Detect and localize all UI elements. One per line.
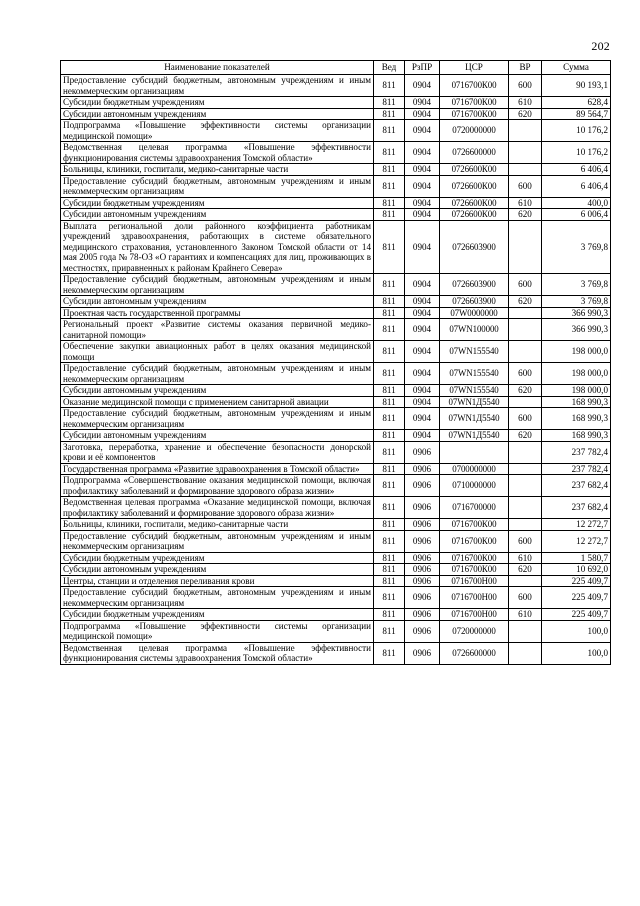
- cell-csr: 0716700К00: [440, 552, 509, 564]
- cell-rzpr: 0906: [405, 564, 440, 576]
- cell-ved: 811: [374, 363, 405, 385]
- cell-ved: 811: [374, 97, 405, 109]
- table-row: [61, 475, 611, 497]
- cell-ved: 811: [374, 120, 405, 142]
- table-body: [61, 75, 611, 665]
- cell-vr: [509, 575, 542, 587]
- cell-name: Проектная часть государственной программы: [61, 307, 374, 319]
- cell-name: Субсидии автономным учреждениям: [61, 296, 374, 308]
- cell-vr: [509, 463, 542, 475]
- table-row: [61, 296, 611, 308]
- cell-sum: 366 990,3: [542, 307, 611, 319]
- cell-name: Субсидии автономным учреждениям: [61, 430, 374, 442]
- cell-rzpr: 0906: [405, 497, 440, 519]
- cell-csr: 07WN100000: [440, 319, 509, 341]
- header-name: Наименование показателей: [61, 61, 374, 75]
- cell-sum: 198 000,0: [542, 341, 611, 363]
- cell-vr: 620: [509, 209, 542, 221]
- table-row: [61, 519, 611, 531]
- cell-rzpr: 0906: [405, 587, 440, 609]
- cell-csr: 0720000000: [440, 120, 509, 142]
- table-row: [61, 620, 611, 642]
- cell-name: Больницы, клиники, госпитали, медико-санитарные части: [61, 164, 374, 176]
- cell-ved: 811: [374, 441, 405, 463]
- cell-sum: 3 769,8: [542, 220, 611, 274]
- cell-vr: [509, 475, 542, 497]
- cell-ved: 811: [374, 341, 405, 363]
- cell-rzpr: 0904: [405, 75, 440, 97]
- cell-rzpr: 0906: [405, 530, 440, 552]
- cell-vr: [509, 307, 542, 319]
- cell-csr: 0716700К00: [440, 108, 509, 120]
- cell-vr: [509, 497, 542, 519]
- cell-rzpr: 0904: [405, 430, 440, 442]
- table-row: [61, 307, 611, 319]
- cell-csr: [440, 441, 509, 463]
- cell-vr: [509, 220, 542, 274]
- cell-ved: 811: [374, 530, 405, 552]
- cell-csr: 0716700Н00: [440, 587, 509, 609]
- cell-ved: 811: [374, 175, 405, 197]
- table-row: [61, 175, 611, 197]
- cell-ved: 811: [374, 75, 405, 97]
- cell-name: Государственная программа «Развитие здравоохранения в Томской области»: [61, 463, 374, 475]
- cell-ved: 811: [374, 197, 405, 209]
- table-row: [61, 396, 611, 408]
- table-row: [61, 587, 611, 609]
- cell-rzpr: 0906: [405, 463, 440, 475]
- table-row: [61, 97, 611, 109]
- cell-vr: 610: [509, 609, 542, 621]
- cell-sum: 168 990,3: [542, 408, 611, 430]
- cell-vr: [509, 142, 542, 164]
- cell-name: Выплата региональной доли районного коэффициента работникам учреждений здравоохранения, работающих в системе обязательного медицинского страхования, установленного Законом Томской области от 14 мая 2005 года № 78-ОЗ «О гарантиях и компенсациях для лиц, проживающих в местностях, приравненных к районам Крайнего Севера»: [61, 220, 374, 274]
- cell-rzpr: 0904: [405, 108, 440, 120]
- cell-sum: 100,0: [542, 642, 611, 664]
- cell-csr: 0700000000: [440, 463, 509, 475]
- cell-sum: 168 990,3: [542, 396, 611, 408]
- cell-name: Ведомственная целевая программа «Повышение эффективности функционирования системы здравоохранения Томской области»: [61, 642, 374, 664]
- cell-vr: [509, 341, 542, 363]
- cell-name: Обеспечение закупки авиационных работ в целях оказания медицинской помощи: [61, 341, 374, 363]
- cell-name: Предоставление субсидий бюджетным, автономным учреждениям и иным некоммерческим организациям: [61, 530, 374, 552]
- cell-vr: 620: [509, 564, 542, 576]
- cell-name: Ведомственная целевая программа «Оказание медицинской помощи, включая профилактику заболеваний и формирование здорового образа жизни»: [61, 497, 374, 519]
- cell-ved: 811: [374, 307, 405, 319]
- cell-rzpr: 0904: [405, 396, 440, 408]
- cell-sum: 12 272,7: [542, 530, 611, 552]
- table-row: [61, 75, 611, 97]
- cell-name: Субсидии бюджетным учреждениям: [61, 197, 374, 209]
- cell-name: Предоставление субсидий бюджетным, автономным учреждениям и иным некоммерческим организациям: [61, 587, 374, 609]
- cell-name: Субсидии автономным учреждениям: [61, 385, 374, 397]
- table-row: [61, 274, 611, 296]
- cell-vr: [509, 441, 542, 463]
- cell-rzpr: 0904: [405, 408, 440, 430]
- cell-sum: 89 564,7: [542, 108, 611, 120]
- cell-rzpr: 0904: [405, 97, 440, 109]
- cell-csr: 0726600000: [440, 642, 509, 664]
- cell-rzpr: 0904: [405, 385, 440, 397]
- cell-vr: 620: [509, 296, 542, 308]
- cell-name: Субсидии бюджетным учреждениям: [61, 609, 374, 621]
- cell-csr: 0710000000: [440, 475, 509, 497]
- cell-csr: 0726600К00: [440, 175, 509, 197]
- cell-rzpr: 0904: [405, 307, 440, 319]
- cell-csr: 0720000000: [440, 620, 509, 642]
- cell-rzpr: 0906: [405, 642, 440, 664]
- cell-name: Предоставление субсидий бюджетным, автономным учреждениям и иным некоммерческим организациям: [61, 175, 374, 197]
- cell-sum: 628,4: [542, 97, 611, 109]
- cell-csr: 0716700Н00: [440, 575, 509, 587]
- cell-sum: 3 769,8: [542, 274, 611, 296]
- cell-sum: 225 409,7: [542, 587, 611, 609]
- cell-ved: 811: [374, 430, 405, 442]
- table-row: [61, 609, 611, 621]
- table-row: [61, 642, 611, 664]
- cell-rzpr: 0904: [405, 274, 440, 296]
- cell-ved: 811: [374, 274, 405, 296]
- cell-vr: 610: [509, 97, 542, 109]
- cell-ved: 811: [374, 642, 405, 664]
- cell-rzpr: 0904: [405, 209, 440, 221]
- cell-ved: 811: [374, 463, 405, 475]
- cell-name: Подпрограмма «Повышение эффективности системы организации медицинской помощи»: [61, 120, 374, 142]
- header-csr: ЦСР: [440, 61, 509, 75]
- table-row: [61, 341, 611, 363]
- cell-vr: 600: [509, 408, 542, 430]
- cell-rzpr: 0906: [405, 552, 440, 564]
- cell-name: Субсидии автономным учреждениям: [61, 108, 374, 120]
- cell-ved: 811: [374, 519, 405, 531]
- cell-name: Больницы, клиники, госпитали, медико-санитарные части: [61, 519, 374, 531]
- cell-vr: 600: [509, 363, 542, 385]
- table-row: [61, 120, 611, 142]
- cell-vr: [509, 620, 542, 642]
- cell-vr: 600: [509, 274, 542, 296]
- cell-ved: 811: [374, 142, 405, 164]
- cell-rzpr: 0906: [405, 475, 440, 497]
- cell-sum: 168 990,3: [542, 430, 611, 442]
- cell-sum: 225 409,7: [542, 609, 611, 621]
- cell-vr: 600: [509, 75, 542, 97]
- cell-name: Предоставление субсидий бюджетным, автономным учреждениям и иным некоммерческим организациям: [61, 274, 374, 296]
- cell-vr: 610: [509, 197, 542, 209]
- cell-csr: 0716700К00: [440, 519, 509, 531]
- cell-sum: 6 406,4: [542, 175, 611, 197]
- cell-vr: [509, 396, 542, 408]
- cell-ved: 811: [374, 108, 405, 120]
- cell-sum: 198 000,0: [542, 385, 611, 397]
- cell-csr: 0726603900: [440, 220, 509, 274]
- cell-rzpr: 0904: [405, 164, 440, 176]
- cell-vr: [509, 642, 542, 664]
- table-row: [61, 463, 611, 475]
- header-ved: Вед: [374, 61, 405, 75]
- cell-name: Субсидии бюджетным учреждениям: [61, 97, 374, 109]
- cell-vr: 600: [509, 530, 542, 552]
- cell-csr: 07WN155540: [440, 385, 509, 397]
- cell-ved: 811: [374, 475, 405, 497]
- cell-name: Предоставление субсидий бюджетным, автономным учреждениям и иным некоммерческим организациям: [61, 408, 374, 430]
- cell-name: Подпрограмма «Совершенствование оказания медицинской помощи, включая профилактику заболеваний и формирование здорового образа жизни»: [61, 475, 374, 497]
- cell-name: Субсидии бюджетным учреждениям: [61, 552, 374, 564]
- cell-name: Оказание медицинской помощи с применением санитарной авиации: [61, 396, 374, 408]
- cell-sum: 10 692,0: [542, 564, 611, 576]
- cell-csr: 07WN1Д5540: [440, 430, 509, 442]
- cell-vr: [509, 519, 542, 531]
- table-row: [61, 197, 611, 209]
- cell-csr: 0726600000: [440, 142, 509, 164]
- table-row: [61, 363, 611, 385]
- cell-name: Заготовка, переработка, хранение и обеспечение безопасности донорской крови и её компонентов: [61, 441, 374, 463]
- cell-csr: 0716700К00: [440, 564, 509, 576]
- table-row: [61, 142, 611, 164]
- cell-csr: 0726603900: [440, 274, 509, 296]
- cell-csr: 0726603900: [440, 296, 509, 308]
- cell-ved: 811: [374, 209, 405, 221]
- budget-table: [60, 60, 611, 665]
- cell-rzpr: 0906: [405, 609, 440, 621]
- cell-sum: 90 193,1: [542, 75, 611, 97]
- cell-ved: 811: [374, 620, 405, 642]
- table-row: [61, 441, 611, 463]
- cell-rzpr: 0906: [405, 620, 440, 642]
- table-row: [61, 430, 611, 442]
- table-row: [61, 552, 611, 564]
- cell-rzpr: 0906: [405, 575, 440, 587]
- table-row: [61, 564, 611, 576]
- cell-sum: 237 782,4: [542, 463, 611, 475]
- cell-name: Предоставление субсидий бюджетным, автономным учреждениям и иным некоммерческим организациям: [61, 363, 374, 385]
- cell-name: Субсидии автономным учреждениям: [61, 564, 374, 576]
- cell-sum: 237 682,4: [542, 475, 611, 497]
- table-row: [61, 408, 611, 430]
- page-number: 202: [591, 39, 610, 53]
- cell-sum: 6 006,4: [542, 209, 611, 221]
- cell-rzpr: 0904: [405, 142, 440, 164]
- cell-csr: 0716700К00: [440, 97, 509, 109]
- cell-ved: 811: [374, 497, 405, 519]
- cell-csr: 0716700Н00: [440, 609, 509, 621]
- cell-ved: 811: [374, 164, 405, 176]
- cell-vr: 600: [509, 587, 542, 609]
- table-row: [61, 164, 611, 176]
- cell-rzpr: 0906: [405, 441, 440, 463]
- cell-name: Региональный проект «Развитие системы оказания первичной медико-санитарной помощи»: [61, 319, 374, 341]
- cell-sum: 225 409,7: [542, 575, 611, 587]
- cell-name: Подпрограмма «Повышение эффективности системы организации медицинской помощи»: [61, 620, 374, 642]
- cell-rzpr: 0904: [405, 197, 440, 209]
- cell-vr: 620: [509, 108, 542, 120]
- cell-csr: 0726600К00: [440, 164, 509, 176]
- cell-rzpr: 0904: [405, 175, 440, 197]
- cell-sum: 198 000,0: [542, 363, 611, 385]
- cell-sum: 366 990,3: [542, 319, 611, 341]
- header-vr: ВР: [509, 61, 542, 75]
- cell-ved: 811: [374, 296, 405, 308]
- table-row: [61, 319, 611, 341]
- cell-vr: 620: [509, 385, 542, 397]
- cell-vr: [509, 319, 542, 341]
- cell-ved: 811: [374, 609, 405, 621]
- cell-vr: 610: [509, 552, 542, 564]
- cell-sum: 6 406,4: [542, 164, 611, 176]
- cell-ved: 811: [374, 396, 405, 408]
- cell-csr: 07WN1Д5540: [440, 408, 509, 430]
- cell-sum: 3 769,8: [542, 296, 611, 308]
- cell-vr: [509, 164, 542, 176]
- cell-ved: 811: [374, 575, 405, 587]
- cell-ved: 811: [374, 587, 405, 609]
- cell-csr: 0716700К00: [440, 75, 509, 97]
- cell-csr: 07WN155540: [440, 363, 509, 385]
- cell-rzpr: 0904: [405, 120, 440, 142]
- cell-name: Субсидии автономным учреждениям: [61, 209, 374, 221]
- table-row: [61, 497, 611, 519]
- cell-vr: 600: [509, 175, 542, 197]
- cell-sum: 10 176,2: [542, 142, 611, 164]
- cell-rzpr: 0904: [405, 296, 440, 308]
- cell-rzpr: 0906: [405, 519, 440, 531]
- cell-ved: 811: [374, 552, 405, 564]
- cell-sum: 237 682,4: [542, 497, 611, 519]
- table-row: [61, 385, 611, 397]
- cell-sum: 1 580,7: [542, 552, 611, 564]
- cell-vr: [509, 120, 542, 142]
- cell-sum: 237 782,4: [542, 441, 611, 463]
- table-header-row: [61, 61, 611, 75]
- cell-sum: 100,0: [542, 620, 611, 642]
- cell-sum: 10 176,2: [542, 120, 611, 142]
- cell-name: Ведомственная целевая программа «Повышение эффективности функционирования системы здравоохранения Томской области»: [61, 142, 374, 164]
- table-row: [61, 209, 611, 221]
- header-rzpr: РзПР: [405, 61, 440, 75]
- cell-sum: 400,0: [542, 197, 611, 209]
- cell-ved: 811: [374, 220, 405, 274]
- cell-ved: 811: [374, 408, 405, 430]
- cell-ved: 811: [374, 564, 405, 576]
- cell-rzpr: 0904: [405, 341, 440, 363]
- cell-csr: 07WN1Д5540: [440, 396, 509, 408]
- cell-csr: 0716700000: [440, 497, 509, 519]
- cell-name: Центры, станции и отделения переливания крови: [61, 575, 374, 587]
- cell-rzpr: 0904: [405, 363, 440, 385]
- cell-csr: 07W0000000: [440, 307, 509, 319]
- cell-csr: 0726600К00: [440, 197, 509, 209]
- cell-ved: 811: [374, 385, 405, 397]
- cell-name: Предоставление субсидий бюджетным, автономным учреждениям и иным некоммерческим организациям: [61, 75, 374, 97]
- cell-sum: 12 272,7: [542, 519, 611, 531]
- cell-vr: 620: [509, 430, 542, 442]
- cell-csr: 0716700К00: [440, 530, 509, 552]
- table-row: [61, 530, 611, 552]
- table-row: [61, 575, 611, 587]
- cell-rzpr: 0904: [405, 220, 440, 274]
- cell-rzpr: 0904: [405, 319, 440, 341]
- header-sum: Сумма: [542, 61, 611, 75]
- cell-csr: 0726600К00: [440, 209, 509, 221]
- table-row: [61, 108, 611, 120]
- table-row: [61, 220, 611, 274]
- cell-ved: 811: [374, 319, 405, 341]
- cell-csr: 07WN155540: [440, 341, 509, 363]
